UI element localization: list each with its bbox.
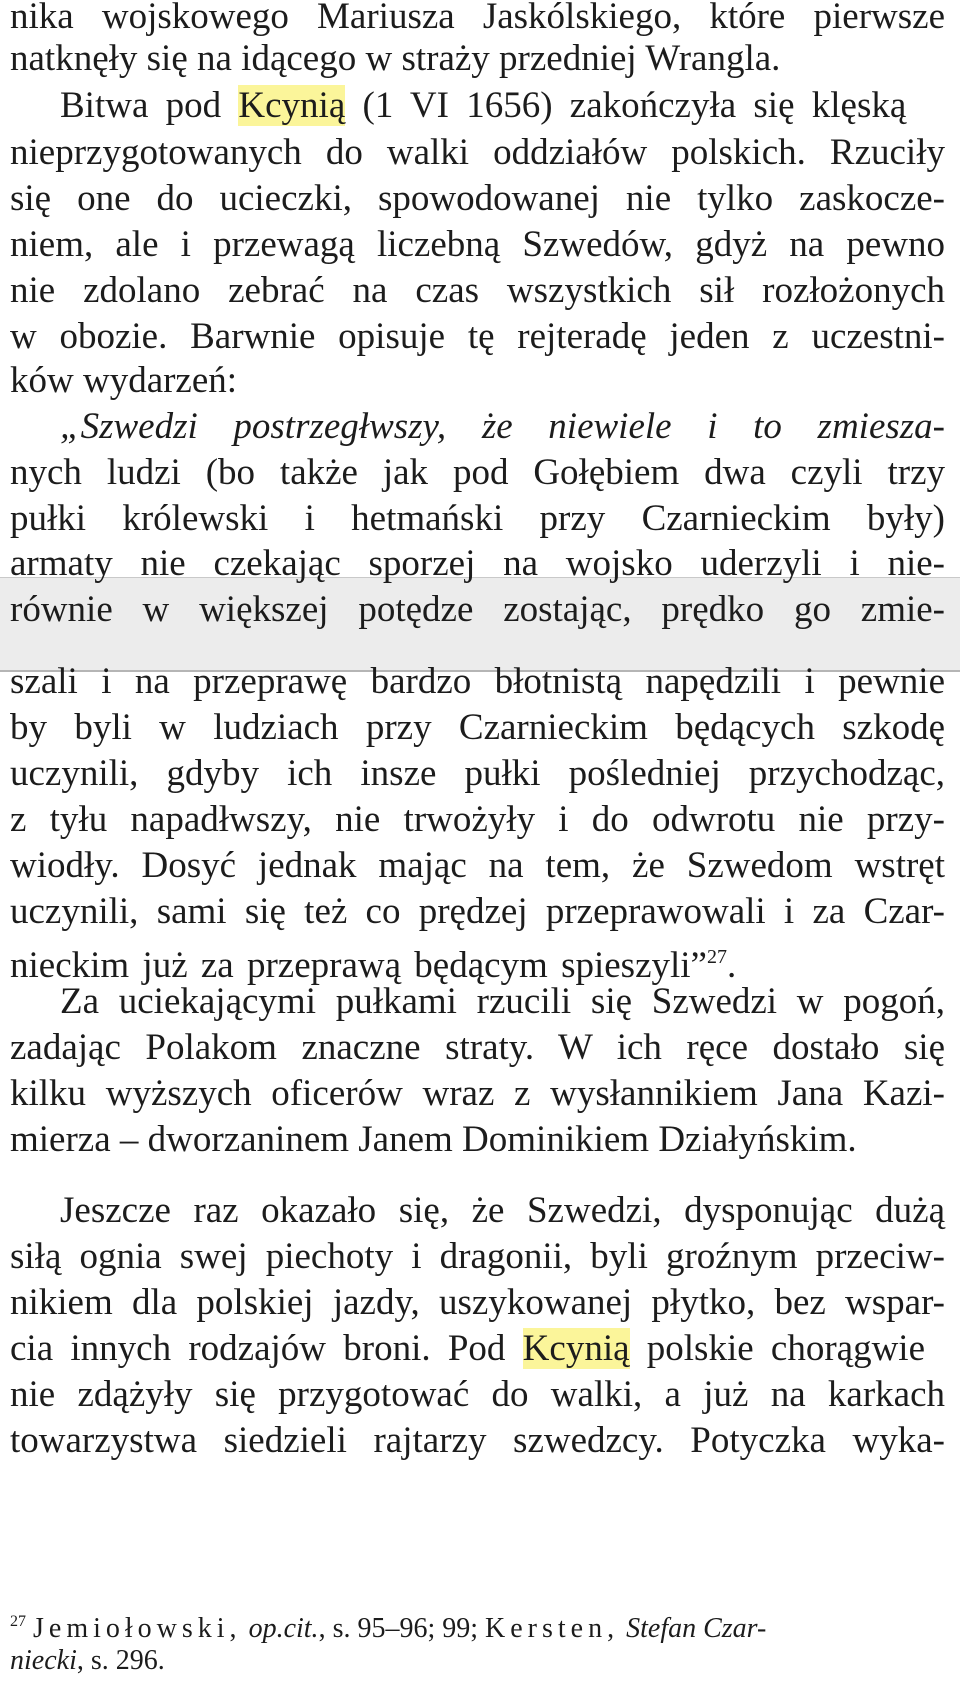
- text-line-content: zadając Polakom znaczne straty. W ich ręce dostało się: [10, 1027, 945, 1068]
- footnote-line-2: [10, 1642, 945, 1680]
- text-line-content: mierza – dworzaninem Janem Dominikiem Działyńskim.: [10, 1119, 857, 1160]
- text-line-content: nieckim już za przeprawą będącym spieszyli”: [10, 945, 707, 986]
- text-line: [10, 1071, 945, 1117]
- text-line-content: Jeszcze raz okazało się, że Szwedzi, dysponując dużą: [60, 1190, 945, 1231]
- text-line-content: uczynili, gdyby ich insze pułki pośledniej przychodząc,: [10, 753, 945, 794]
- highlighted-word: Kcynią: [522, 1328, 630, 1369]
- text-line-content: siłą ognia swej piechoty i dragonii, byli groźnym przeciw-: [10, 1236, 945, 1277]
- text-line: [10, 1117, 945, 1163]
- text-line: [10, 1372, 945, 1418]
- text-line: [60, 979, 945, 1025]
- text-line-content: ków wydarzeń:: [10, 360, 238, 401]
- text-line: [10, 1234, 945, 1280]
- text-line: [10, 176, 945, 222]
- text-line: [10, 1280, 945, 1326]
- text-line: [10, 358, 945, 404]
- footnote-ref-1: op.cit.: [248, 1613, 319, 1644]
- footnote-pages-1: , s. 95–96; 99;: [318, 1613, 479, 1644]
- text-line: [10, 496, 945, 542]
- text-line-content: armaty nie czekając sporzej na wojsko uderzyli i nie-: [10, 543, 945, 584]
- highlighted-word: Kcynią: [238, 85, 346, 126]
- text-line-content: pułki królewski i hetmański przy Czarnieckim były): [10, 498, 945, 539]
- text-line: [10, 1326, 945, 1372]
- text-line-content: kilku wyższych oficerów wraz z wysłannikiem Jana Kazi-: [10, 1073, 945, 1114]
- text-line: [10, 222, 945, 268]
- text-line-content: się one do ucieczki, spowodowanej nie tylko zaskocze-: [10, 178, 945, 219]
- text-line: [10, 1025, 945, 1071]
- text-line-content: szali i na przeprawę bardzo błotnistą napędzili i pewnie: [10, 661, 945, 702]
- text-line-content: by byli w ludziach przy Czarnieckim będących szkodę: [10, 707, 945, 748]
- text-line: [10, 587, 945, 633]
- text-line: [10, 1418, 945, 1464]
- footnote-author-1: Jemiołowski,: [33, 1613, 242, 1644]
- text-line: [10, 541, 945, 587]
- text-line: [10, 314, 945, 360]
- footnote-pages-2: , s. 296.: [76, 1645, 165, 1676]
- text-line-content: Za uciekającymi pułkami rzucili się Szwedzi w pogoń,: [60, 981, 945, 1022]
- text-line-content: natknęły się na idącego w straży przedniej Wrangla.: [10, 38, 781, 79]
- text-line-content: nych ludzi (bo także jak pod Gołębiem dwa czyli trzy: [10, 452, 945, 493]
- text-segment: polskie chorągwie: [629, 1328, 926, 1369]
- text-line: [10, 705, 945, 751]
- text-line-content: nika wojskowego Mariusza Jaskólskiego, które pierwsze: [10, 0, 945, 37]
- text-line-content: [10, 1326, 925, 1372]
- text-line: [10, 659, 945, 705]
- text-line-content: nie zdążyły się przygotować do walki, a już na karkach: [10, 1374, 945, 1415]
- text-line: [10, 36, 945, 82]
- text-line: [10, 268, 945, 314]
- text-line: [10, 0, 945, 40]
- text-line-content: uczynili, sami się też co prędzej przeprawowali i za Czar-: [10, 891, 945, 932]
- footnote-number: 27: [10, 1613, 26, 1630]
- text-line-content: wiodły. Dosyć jednak mając na tem, że Szwedom wstręt: [10, 845, 945, 886]
- text-line-content: towarzystwa siedzieli rajtarzy szwedzcy. Potyczka wyka-: [10, 1420, 945, 1461]
- text-line: [10, 130, 945, 176]
- text-line-content: równie w większej potędze zostając, prędko go zmie-: [10, 589, 945, 630]
- text-line: [10, 843, 945, 889]
- text-segment: Bitwa pod: [60, 85, 239, 126]
- text-line: [10, 751, 945, 797]
- text-line-content: nikiem dla polskiej jazdy, uszykowanej płytko, bez wspar-: [10, 1282, 945, 1323]
- text-line-content: nie zdolano zebrać na czas wszystkich sił rozłożonych: [10, 270, 945, 311]
- footnote-title-2b: niecki: [10, 1645, 77, 1676]
- text-line-content: [60, 83, 906, 129]
- text-line-content: nieprzygotowanych do walki oddziałów polskich. Rzuciły: [10, 132, 945, 173]
- text-segment: .: [726, 945, 737, 986]
- text-line: [60, 1188, 945, 1234]
- text-line: [10, 450, 945, 496]
- text-line-content: w obozie. Barwnie opisuje tę rejteradę jeden z uczestni-: [10, 316, 945, 357]
- footnote-title-2a: Stefan Czar-: [626, 1613, 767, 1644]
- text-line-content: „Szwedzi postrzegłwszy, że niewiele i to zmiesza-: [60, 406, 945, 447]
- text-line-content: niem, ale i przewagą liczebną Szwedów, gdyż na pewno: [10, 224, 945, 265]
- text-line: [60, 83, 945, 129]
- footnote-author-2: Kersten,: [485, 1613, 620, 1644]
- text-line-content: z tyłu napadłwszy, nie trwożyły i do odwrotu nie przy-: [10, 799, 945, 840]
- footnote-reference: 27: [706, 946, 727, 968]
- text-line: [10, 889, 945, 935]
- text-segment: (1 VI 1656) zakończyła się klęską: [345, 85, 907, 126]
- text-line: [10, 797, 945, 843]
- text-line: [60, 404, 945, 450]
- text-segment: cia innych rodzajów broni. Pod: [10, 1328, 523, 1369]
